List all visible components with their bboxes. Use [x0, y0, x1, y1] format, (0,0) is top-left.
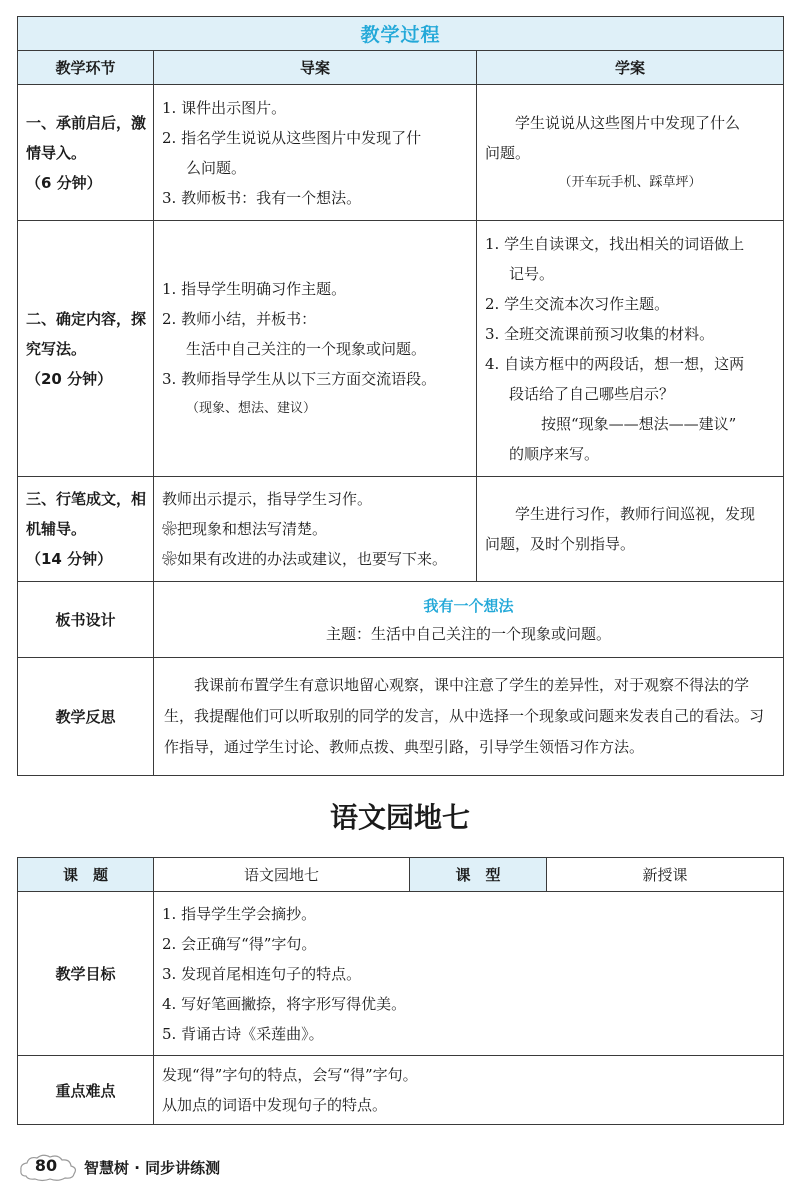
- section-title: 语文园地七: [329, 801, 470, 834]
- lesson-table: [17, 857, 784, 1125]
- stage-label: 一、承前启后，激 情导入。 （6 分钟）: [18, 85, 154, 221]
- board-theme: 主题：生活中自己关注的一个现象或问题。: [326, 624, 612, 643]
- header-stage: 教学环节: [18, 51, 154, 85]
- key-list: [154, 1056, 784, 1125]
- board-content: [154, 582, 784, 658]
- study-cell: 1. 学生自读课文，找出相关的词语做上 记号。 2. 学生交流本次习作主题。 3. 全班交流课前预习收集的材料。 4. 自读方框中的两段话，想一想，这两 段话给了自己哪些启示？ 按照“现象——想法——建议” 的顺序来写。: [477, 221, 784, 477]
- process-row-3: [18, 477, 784, 582]
- stage-label: 二、确定内容，探 究写法。 （20 分钟）: [18, 221, 154, 477]
- page-number-badge: [18, 1152, 80, 1182]
- goals-label: 教学目标: [18, 892, 154, 1056]
- goal-item: 2. 会正确写“得”字句。: [162, 934, 317, 953]
- key-row: [18, 1056, 784, 1125]
- process-title: 教学过程: [18, 17, 784, 51]
- study-cell: 学生说说从这些图片中发现了什么 问题。 （开车玩手机、踩草坪）: [477, 85, 784, 221]
- type-value: 新授课: [547, 858, 784, 892]
- board-heading: 我有一个想法: [423, 596, 514, 615]
- study-cell: 学生进行习作，教师行间巡视，发现 问题，及时个别指导。: [477, 477, 784, 582]
- reflection-label: 教学反思: [18, 658, 154, 776]
- key-label: 重点难点: [18, 1056, 154, 1125]
- board-label: 板书设计: [18, 582, 154, 658]
- guide-cell: 1. 指导学生明确习作主题。 2. 教师小结，并板书： 生活中自己关注的一个现象或问题。 3. 教师指导学生从以下三方面交流语段。 （现象、想法、建议）: [154, 221, 477, 477]
- series-name: 智慧树 · 同步讲练测: [84, 1159, 221, 1177]
- goal-item: 4. 写好笔画撇捺，将字形写得优美。: [162, 994, 407, 1013]
- topic-value: 语文园地七: [154, 858, 410, 892]
- goal-item: 3. 发现首尾相连句子的特点。: [162, 964, 362, 983]
- goal-item: 1. 指导学生学会摘抄。: [162, 904, 317, 923]
- type-label: 课 型: [410, 858, 547, 892]
- flower-bullet-icon: ❀如果有改进的办法或建议，也要写下来。: [162, 550, 448, 568]
- goals-list: [154, 892, 784, 1056]
- key-item: 从加点的词语中发现句子的特点。: [162, 1096, 388, 1114]
- topic-label: 课 题: [18, 858, 154, 892]
- process-row-2: [18, 221, 784, 477]
- page-number: 80: [34, 1156, 58, 1175]
- reflection-text: 我课前布置学生有意识地留心观察，课中注意了学生的差异性，对于观察不得法的学生，我提醒他们可以听取别的同学的发言，从中选择一个现象或问题来发表自己的看法。习作指导，通过学生讨论、教师点拨、典型引路，引导学生领悟习作方法。: [154, 658, 784, 776]
- stage-label: 三、行笔成文，相 机辅导。 （14 分钟）: [18, 477, 154, 582]
- flower-bullet-icon: ❀把现象和想法写清楚。: [162, 520, 328, 538]
- key-item: 发现“得”字句的特点，会写“得”字句。: [162, 1066, 418, 1084]
- guide-cell: 1. 课件出示图片。 2. 指名学生说说从这些图片中发现了什 么问题。 3. 教师板书：我有一个想法。: [154, 85, 477, 221]
- header-study: 学案: [477, 51, 784, 85]
- goals-row: [18, 892, 784, 1056]
- reflection-row: [18, 658, 784, 776]
- goal-item: 5. 背诵古诗《采莲曲》。: [162, 1024, 324, 1043]
- process-row-1: [18, 85, 784, 221]
- guide-cell: 教师出示提示，指导学生习作。 ❀把现象和想法写清楚。 ❀如果有改进的办法或建议，也要写下来。: [154, 477, 477, 582]
- board-design-row: [18, 582, 784, 658]
- header-guide: 导案: [154, 51, 477, 85]
- teaching-process-table: [17, 16, 784, 776]
